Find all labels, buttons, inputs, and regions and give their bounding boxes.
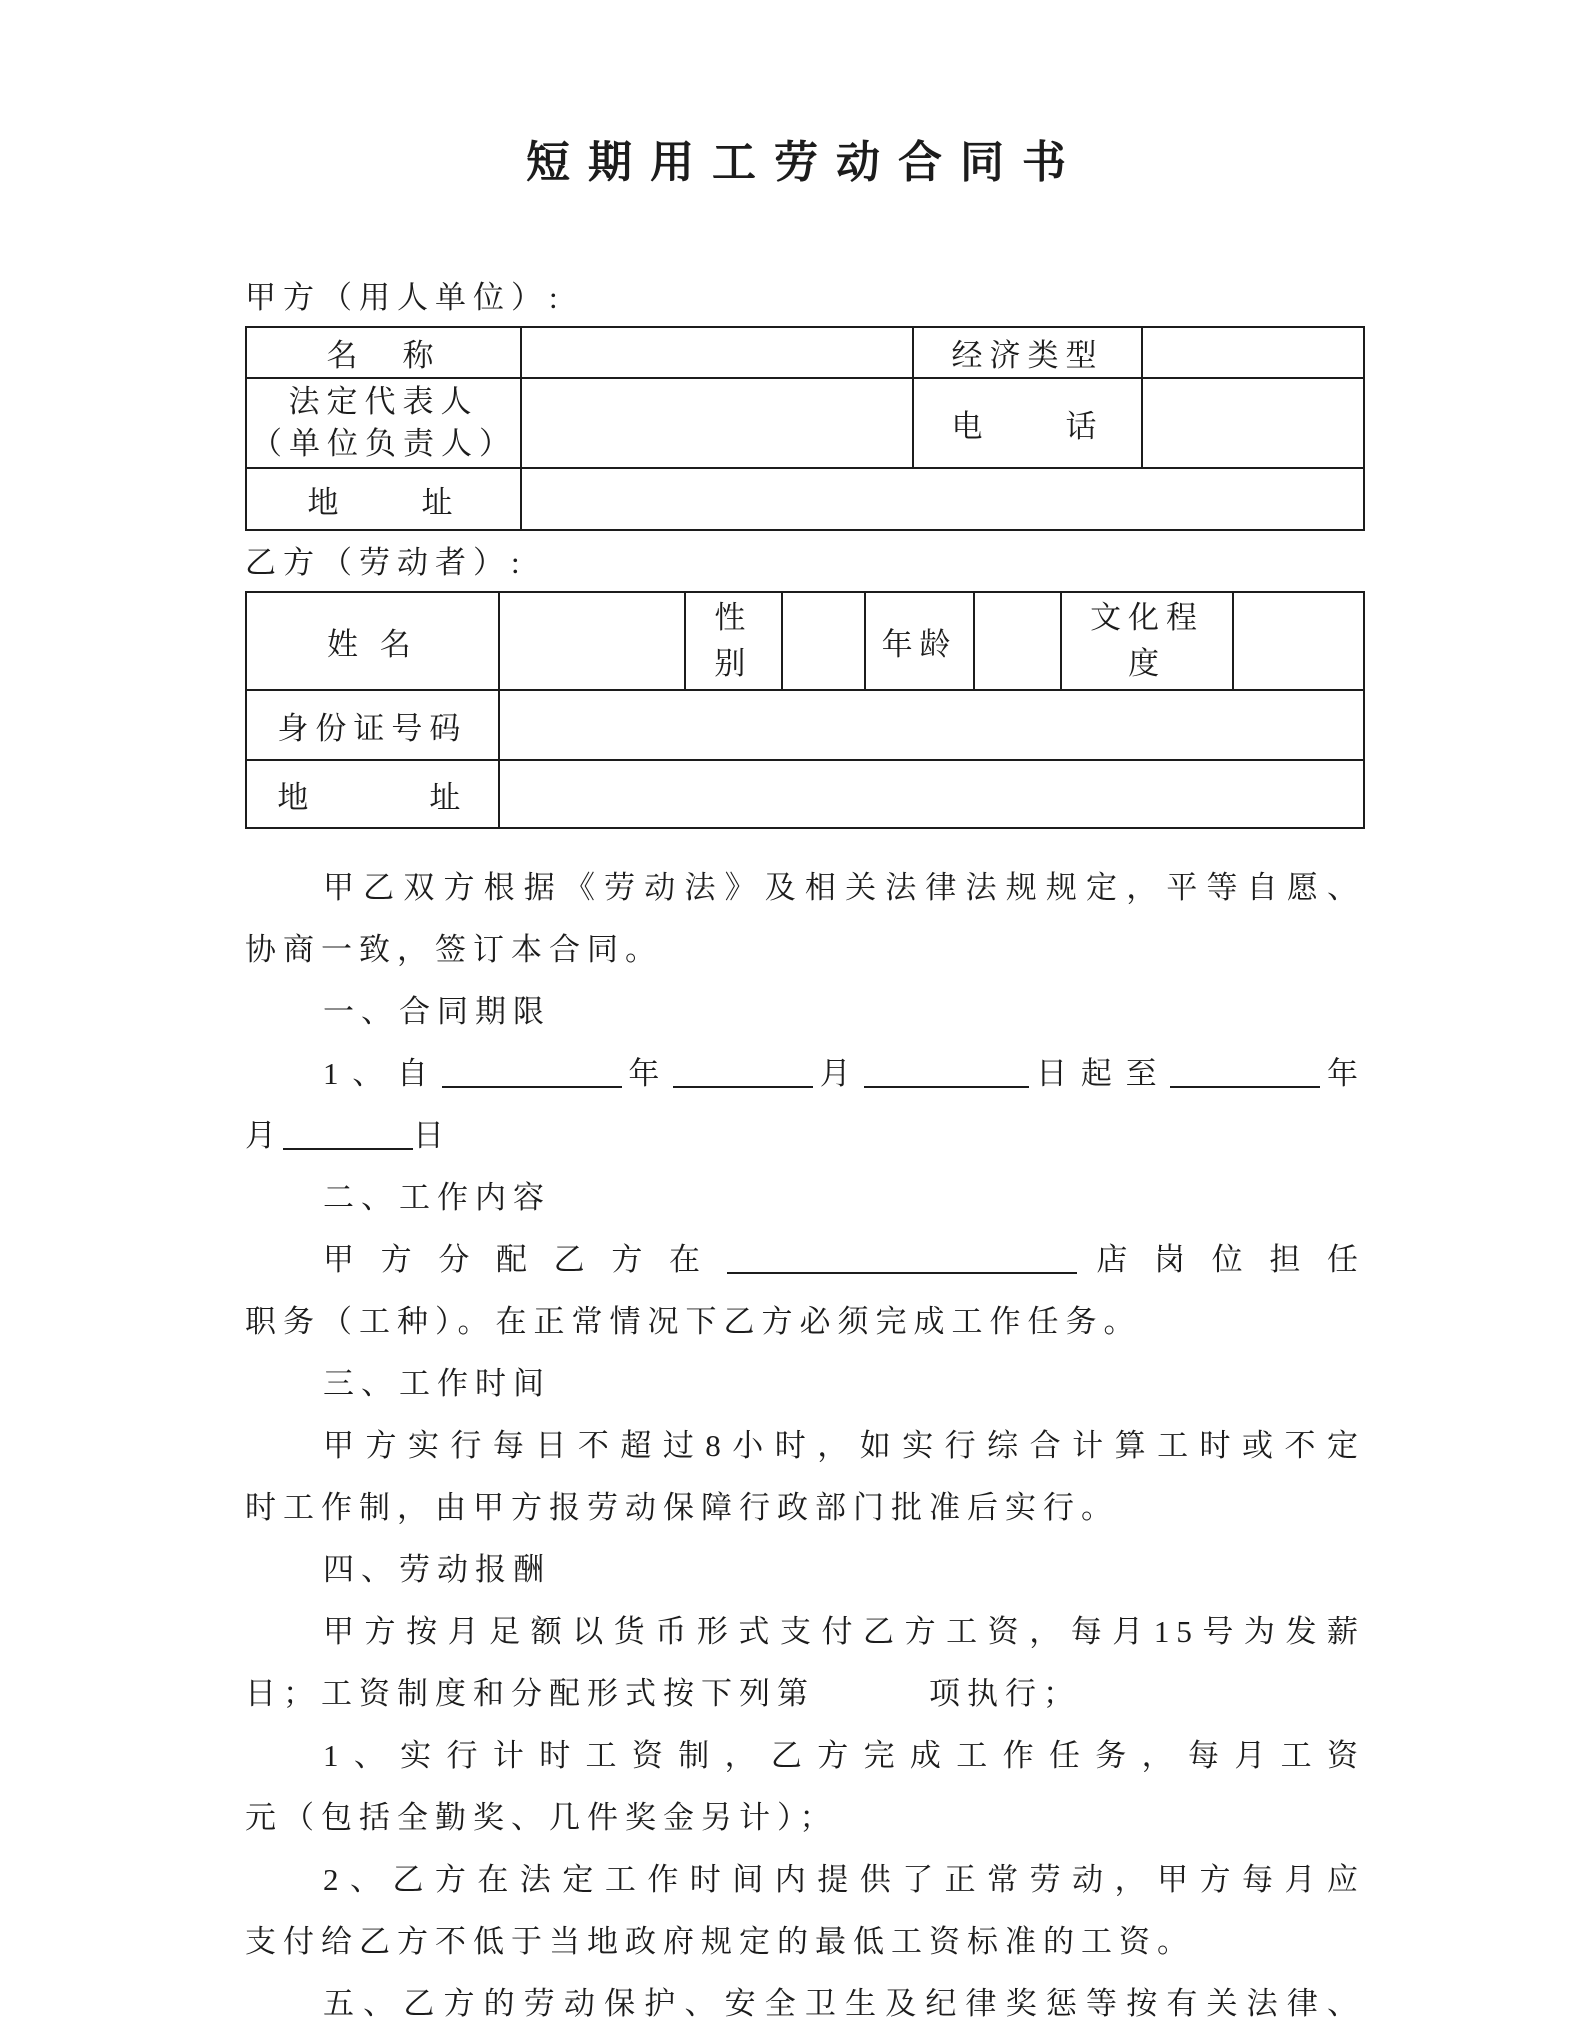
body-text: 甲方分配乙方在 xyxy=(323,1242,727,1277)
body-text: 甲方实行每日不超过8小时，如实行综合计算工时或不定 xyxy=(323,1428,1365,1463)
fill-in-blank xyxy=(1170,1086,1320,1088)
body-text: 二、工作内容 xyxy=(323,1180,551,1215)
body-line xyxy=(245,1043,1365,1105)
body-line xyxy=(245,857,1365,919)
id-number-label: 身份证号码 xyxy=(246,690,499,760)
body-text: 协商一致，签订本合同。 xyxy=(245,932,663,967)
body-line xyxy=(245,1167,1365,1229)
body-line xyxy=(245,1229,1365,1291)
body-text: 五、乙方的劳动保护、安全卫生及纪律奖惩等按有关法律、 xyxy=(323,1986,1365,2021)
gender-value xyxy=(782,592,866,690)
fill-in-blank xyxy=(864,1086,1029,1088)
body-text: 时工作制，由甲方报劳动保障行政部门批准后实行。 xyxy=(245,1490,1119,1525)
body-text: 职务（工种）。在正常情况下乙方必须完成工作任务。 xyxy=(245,1304,1142,1339)
body-line xyxy=(245,1601,1365,1663)
body-line xyxy=(245,1849,1365,1911)
body-text: 店岗位担任 xyxy=(1076,1242,1366,1277)
party-b-table xyxy=(245,591,1365,829)
table-row xyxy=(246,327,1364,378)
body-line xyxy=(245,919,1365,981)
body-text: 支付给乙方不低于当地政府规定的最低工资标准的工资。 xyxy=(245,1924,1195,1959)
body-line xyxy=(245,1105,1365,1167)
body-text: 年 xyxy=(1320,1056,1366,1091)
table-row xyxy=(246,468,1364,530)
education-label-text: 文化程度 xyxy=(1090,600,1205,681)
party-b-label: 乙方（劳动者）: xyxy=(245,545,527,580)
table-row xyxy=(246,690,1364,760)
body-text: 2、乙方在法定工作时间内提供了正常劳动，甲方每月应 xyxy=(323,1862,1365,1897)
body-text: 甲乙双方根据《劳动法》及相关法律法规规定，平等自愿、 xyxy=(323,870,1365,905)
fill-in-blank xyxy=(727,1272,1077,1274)
body-text: 1、自 xyxy=(323,1056,442,1091)
body-text: 月 xyxy=(245,1118,283,1153)
phone-label: 电 话 xyxy=(913,378,1141,468)
body-text: 四、劳动报酬 xyxy=(323,1552,551,1587)
body-line xyxy=(245,1725,1365,1787)
body-line xyxy=(245,1911,1365,1973)
education-label xyxy=(1061,592,1233,690)
age-label: 年龄 xyxy=(865,592,973,690)
body-text: 年 xyxy=(621,1056,674,1091)
education-value xyxy=(1233,592,1364,690)
contract-body xyxy=(245,857,1365,2035)
worker-address-label: 地 址 xyxy=(246,760,499,828)
table-row xyxy=(246,760,1364,828)
body-line xyxy=(245,1663,1365,1725)
body-text: 一、合同期限 xyxy=(323,994,551,1029)
worker-name-label: 姓 名 xyxy=(246,592,499,690)
economic-type-label: 经济类型 xyxy=(913,327,1141,378)
body-text: 三、工作时间 xyxy=(323,1366,551,1401)
body-text: 1、实行计时工资制，乙方完成工作任务，每月工资 xyxy=(323,1738,1365,1773)
fill-in-blank xyxy=(283,1148,413,1150)
legal-representative-label xyxy=(246,378,521,468)
legal-representative-label-line2: （单位负责人） xyxy=(251,426,517,461)
document-title: 短期用工劳动合同书 xyxy=(526,138,1084,187)
body-text: 元（包括全勤奖、几件奖金另计）； xyxy=(245,1800,838,1835)
age-value xyxy=(974,592,1061,690)
company-name-value xyxy=(521,327,913,378)
body-line xyxy=(245,1539,1365,1601)
legal-representative-label-line1: 法定代表人 xyxy=(288,384,479,419)
company-address-value xyxy=(521,468,1364,530)
company-name-label: 名 称 xyxy=(246,327,521,378)
body-text: 日起至 xyxy=(1029,1056,1171,1091)
body-line xyxy=(245,1477,1365,1539)
phone-value xyxy=(1142,378,1365,468)
table-row xyxy=(246,378,1364,468)
party-a-label: 甲方（用人单位）: xyxy=(245,280,565,315)
body-text: 日 xyxy=(413,1118,451,1153)
body-text: 日；工资制度和分配形式按下列第 项执行； xyxy=(245,1676,1081,1711)
company-address-label: 地 址 xyxy=(246,468,521,530)
id-number-value xyxy=(499,690,1364,760)
body-text: 月 xyxy=(813,1056,865,1091)
economic-type-value xyxy=(1142,327,1365,378)
fill-in-blank xyxy=(442,1086,622,1088)
body-line xyxy=(245,1973,1365,2035)
worker-name-value xyxy=(499,592,686,690)
fill-in-blank xyxy=(673,1086,813,1088)
body-line xyxy=(245,1353,1365,1415)
body-text: 甲方按月足额以货币形式支付乙方工资，每月15号为发薪 xyxy=(323,1614,1365,1649)
body-line xyxy=(245,1415,1365,1477)
worker-address-value xyxy=(499,760,1364,828)
table-row xyxy=(246,592,1364,690)
gender-label xyxy=(685,592,781,690)
legal-representative-value xyxy=(521,378,913,468)
body-line xyxy=(245,1787,1365,1849)
party-a-table xyxy=(245,326,1365,531)
body-line xyxy=(245,1291,1365,1353)
document-content xyxy=(245,0,1365,2035)
body-line xyxy=(245,981,1365,1043)
gender-label-text: 性别 xyxy=(714,600,753,681)
